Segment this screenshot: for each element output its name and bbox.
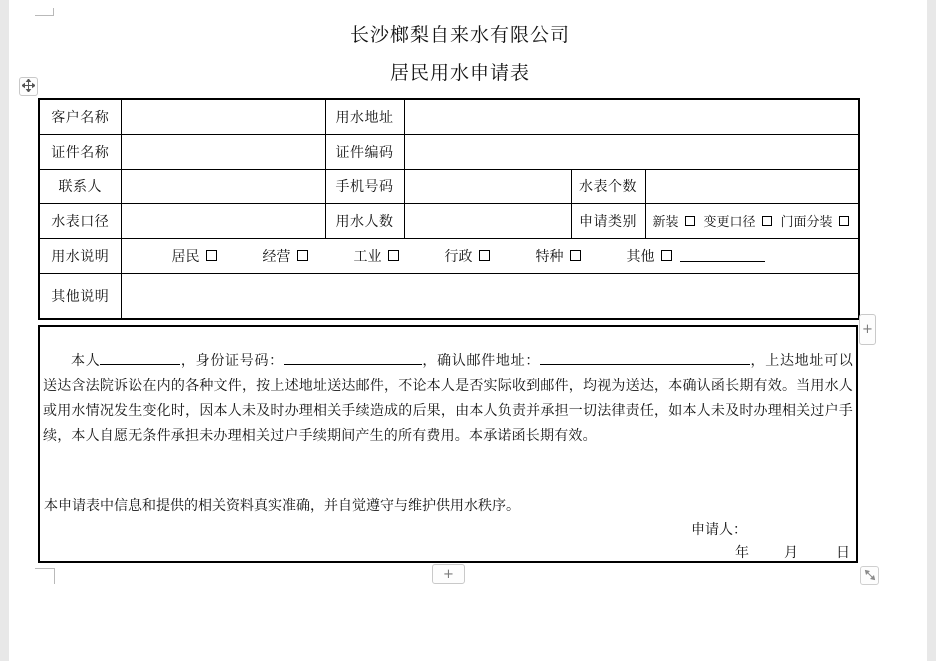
app-background-right — [927, 0, 936, 661]
usage-description-label: 用水说明 — [39, 238, 121, 273]
user-count-field[interactable] — [404, 203, 571, 238]
option-new-install — [653, 211, 695, 230]
water-address-field[interactable] — [404, 99, 859, 134]
page-margin-mark-bottom-left — [35, 568, 55, 584]
option-label: 其他 — [626, 248, 655, 265]
email-blank-line[interactable] — [540, 351, 750, 365]
user-count-label: 用水人数 — [325, 203, 404, 238]
checkbox-icon[interactable] — [206, 250, 217, 261]
checkbox-icon[interactable] — [839, 216, 849, 226]
table-row — [39, 203, 859, 238]
move-icon — [22, 77, 35, 96]
mobile-number-field[interactable] — [404, 169, 571, 203]
date-line — [735, 542, 850, 562]
customer-name-label: 客户名称 — [39, 99, 121, 134]
table-row — [39, 273, 859, 319]
option-label: 变更口径 — [703, 215, 756, 230]
option-administrative — [445, 246, 490, 266]
app-background-left — [0, 0, 9, 661]
meter-caliber-label: 水表口径 — [39, 203, 121, 238]
option-label: 新装 — [652, 215, 679, 230]
insert-row-button-right[interactable]: + — [859, 314, 876, 345]
table-row — [39, 134, 859, 169]
apply-category-options — [645, 203, 859, 238]
day-label: 日 — [836, 545, 850, 561]
declaration-body: ，上达地址可以送达含法院诉讼在内的各种文件，按上述地址送达邮件，不论本人是否实际收到邮件，均视为送达，本确认函长期有效。当用水人或用水情况发生变化时，因本人未及时办理相关手续造成的后果，由本人负责并承担一切法律责任，如本人未及时办理相关过户手续，本人自愿无条件承担未办理相关过户手续期间产生的所有费用。本承诺函长期有效。 — [43, 353, 853, 444]
contact-person-field[interactable] — [121, 169, 325, 203]
year-label: 年 — [735, 545, 749, 561]
checkbox-icon[interactable] — [661, 250, 672, 261]
table-row — [39, 238, 859, 273]
declaration-lead: 本人 — [71, 353, 101, 369]
option-special — [536, 246, 581, 266]
email-address-label: ，确认邮件地址： — [421, 353, 541, 369]
id-number-blank-line[interactable] — [284, 351, 422, 365]
option-resident — [172, 246, 217, 266]
id-number-label: ，身份证号码： — [180, 353, 284, 369]
option-label: 居民 — [171, 248, 200, 265]
month-label: 月 — [784, 545, 798, 561]
contact-person-label: 联系人 — [39, 169, 121, 203]
table-row — [39, 169, 859, 203]
truth-statement: 本申请表中信息和提供的相关资料真实准确，并自觉遵守与维护供用水秩序。 — [44, 498, 520, 514]
meter-count-label: 水表个数 — [571, 169, 645, 203]
customer-name-field[interactable] — [121, 99, 325, 134]
option-storefront-split — [781, 211, 849, 230]
checkbox-icon[interactable] — [685, 216, 695, 226]
mobile-number-label: 手机号码 — [325, 169, 404, 203]
option-label: 工业 — [353, 248, 382, 265]
certificate-code-field[interactable] — [404, 134, 859, 169]
other-description-label: 其他说明 — [39, 273, 121, 319]
checkbox-icon[interactable] — [762, 216, 772, 226]
apply-category-label: 申请类别 — [571, 203, 645, 238]
water-address-label: 用水地址 — [325, 99, 404, 134]
name-blank-line[interactable] — [100, 351, 180, 365]
certificate-name-label: 证件名称 — [39, 134, 121, 169]
application-form-table — [38, 98, 860, 320]
checkbox-icon[interactable] — [570, 250, 581, 261]
option-label: 门面分装 — [780, 215, 833, 230]
table-row — [39, 99, 859, 134]
checkbox-icon[interactable] — [479, 250, 490, 261]
applicant-label: 申请人： — [691, 522, 747, 538]
resize-diagonal-icon — [864, 566, 876, 585]
option-change-caliber — [704, 211, 772, 230]
meter-caliber-field[interactable] — [121, 203, 325, 238]
other-description-field[interactable] — [121, 273, 859, 319]
table-resize-handle[interactable] — [860, 566, 879, 585]
usage-options — [121, 238, 859, 273]
other-option-blank-line[interactable] — [680, 249, 765, 262]
option-label: 特种 — [535, 248, 564, 265]
option-business — [263, 246, 308, 266]
option-label: 经营 — [262, 248, 291, 265]
certificate-name-field[interactable] — [121, 134, 325, 169]
option-industrial — [354, 246, 399, 266]
option-label: 行政 — [444, 248, 473, 265]
page-margin-mark-top-left — [35, 8, 54, 16]
meter-count-field[interactable] — [645, 169, 859, 203]
form-title: 居民用水申请表 — [389, 62, 530, 84]
checkbox-icon[interactable] — [388, 250, 399, 261]
checkbox-icon[interactable] — [297, 250, 308, 261]
certificate-code-label: 证件编码 — [325, 134, 404, 169]
declaration-box — [38, 325, 858, 563]
table-move-handle[interactable] — [19, 77, 38, 96]
option-other — [627, 246, 765, 266]
insert-row-button-bottom[interactable]: + — [432, 564, 465, 584]
company-title: 长沙榔梨自来水有限公司 — [349, 24, 570, 46]
declaration-paragraph — [43, 349, 853, 449]
